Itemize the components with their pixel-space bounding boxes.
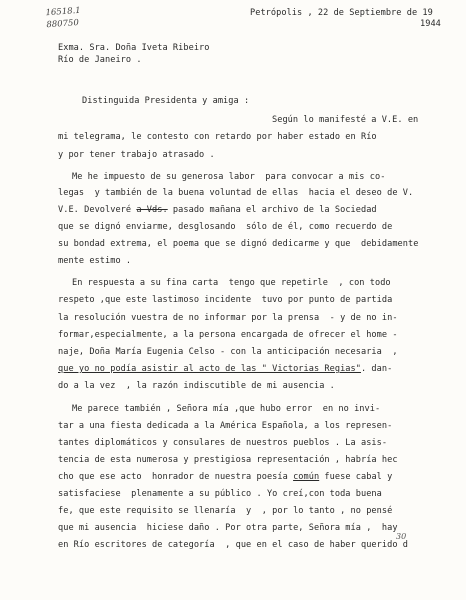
archive-ref-line-2: 880750 (46, 17, 80, 31)
body-line: cho que ese acto honrador de nuestra poesía común fuese cabal y (58, 472, 393, 482)
body-line: naje, Doña María Eugenia Celso - con la anticipación necesaria , (58, 347, 398, 357)
archive-reference-handwritten (45, 5, 82, 31)
body-line: respeto ,que este lastimoso incidente tuvo por punto de partida (58, 295, 393, 305)
body-line: fe, que este requisito se llenaría y , por lo tanto , no pensé (58, 506, 393, 516)
body-line: su bondad extrema, el poema que se dignó dedicarme y que debidamente (58, 239, 419, 249)
underlined-phrase: que yo no podía asistir al acto de las " Victorias Regias" (58, 364, 361, 374)
recipient-city: Río de Janeiro . (58, 55, 142, 65)
body-line: en Río escritores de categoría , que en el caso de haber querido d (58, 540, 408, 550)
body-line: Según lo manifesté a V.E. en (272, 115, 419, 125)
body-line: Me he impuesto de su generosa labor para convocar a mis co- (72, 172, 386, 182)
body-line: tantes diplomáticos y consulares de nuestros pueblos . La asis- (58, 438, 388, 448)
body-line: que mi ausencia hiciese daño . Por otra parte, Señora mía , hay (58, 523, 398, 533)
recipient-name: Exma. Sra. Doña Iveta Ribeiro (58, 43, 210, 53)
body-line: En respuesta a su fina carta tengo que repetirle , con todo (72, 278, 391, 288)
body-line: mente estimo . (58, 256, 132, 266)
archive-ref-line-1: 16518.1 (45, 5, 82, 19)
body-line: y por tener trabajo atrasado . (58, 150, 215, 160)
body-line: tencia de esta numerosa y prestigiosa representación , habría hec (58, 455, 398, 465)
body-line: formar,especialmente, a la persona encargada de ofrecer el home - (58, 330, 398, 340)
underlined-word: común (293, 472, 320, 482)
body-line: V.E. Devolveré a Vds. pasado mañana el archivo de la Sociedad (58, 205, 377, 215)
body-line: Me parece también , Señora mía ,que hubo error en no invi- (72, 404, 381, 414)
body-line: tar a una fiesta dedicada a la América Española, a los represen- (58, 421, 393, 431)
body-line: que yo no podía asistir al acto de las " Victorias Regias". dan- (58, 364, 393, 374)
struck-word: a Vds. (136, 205, 168, 215)
dateline-place-date: Petrópolis , 22 de Septiembre de 19 (250, 8, 433, 18)
dateline-year: 1944 (420, 19, 441, 29)
body-line: satisfaciese plenamente a su público . Yo creí,con toda buena (58, 489, 382, 499)
body-line: mi telegrama, le contesto con retardo por haber estado en Río (58, 132, 377, 142)
salutation: Distinguida Presidenta y amiga : (82, 96, 250, 106)
body-line: que se dignó enviarme, desglosando sólo de él, como recuerdo de (58, 222, 393, 232)
body-line: legas y también de la buena voluntad de ellas hacia el deseo de V. (58, 188, 414, 198)
body-line: la resolución vuestra de no informar por la prensa - y de no in- (58, 313, 398, 323)
handwritten-page-mark: 30 (396, 532, 407, 541)
body-line: do a la vez , la razón indiscutible de mi ausencia . (58, 381, 335, 391)
